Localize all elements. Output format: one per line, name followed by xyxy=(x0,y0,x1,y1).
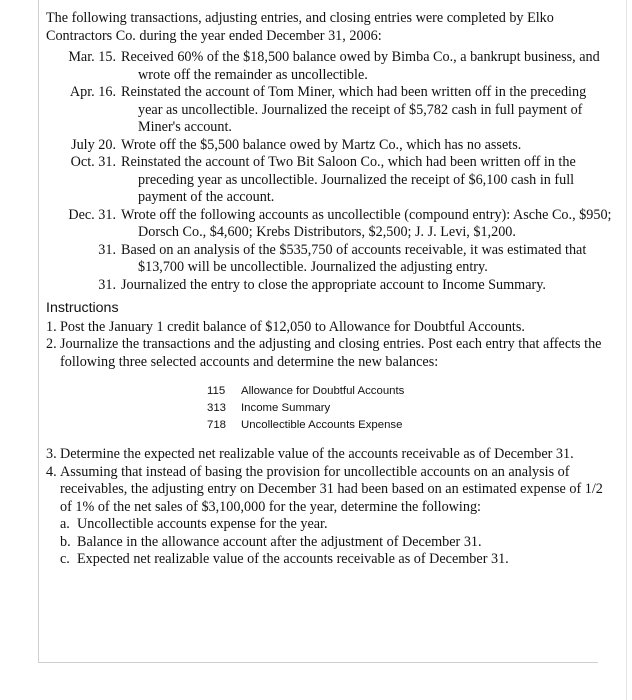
transaction-date: Mar. 15. xyxy=(68,49,116,65)
instruction-text: Journalize the transactions and the adjusting and closing entries. Post each entry that affects the following three selected accounts and determine the new balances: xyxy=(60,336,602,370)
transaction-text: Received 60% of the $18,500 balance owed by Bimba Co., a bankrupt business, and wrote off the remainder as uncollectible. xyxy=(121,49,600,83)
account-number: 718 xyxy=(207,419,227,431)
account-name: Allowance for Doubtful Accounts xyxy=(241,385,405,397)
sub-item xyxy=(46,551,614,569)
account-number: 115 xyxy=(207,385,226,397)
instruction-text: Assuming that instead of basing the provision for uncollectible accounts on an analysis of receivables, the adjusting entry on December 31 had been based on an estimated expense of 1/2 of 1% of the net sales of $3,100,000 for the year, determine the following: xyxy=(60,463,603,515)
account-name: Income Summary xyxy=(241,402,331,414)
transaction-date: July 20. xyxy=(71,136,116,153)
instruction-text: Post the January 1 credit balance of $12,050 to Allowance for Doubtful Accounts. xyxy=(60,318,525,335)
instruction-item xyxy=(46,464,614,517)
transaction-item xyxy=(46,277,614,295)
instruction-item xyxy=(46,446,614,464)
transaction-item xyxy=(46,242,614,277)
page-frame-left xyxy=(38,0,39,662)
transaction-item xyxy=(46,49,614,84)
transaction-item xyxy=(46,84,614,137)
transaction-text: Wrote off the following accounts as uncollectible (compound entry): Asche Co., $950; Dorsch Co., $4,600; Krebs Distributors, $2,500; J. J. Levi, $1,200. xyxy=(121,206,612,240)
transaction-text: Based on an analysis of the $535,750 of accounts receivable, it was estimated that $13,700 will be uncollectible. Journalized the adjusting entry. xyxy=(121,241,587,275)
sub-item-text: Balance in the allowance account after the adjustment of December 31. xyxy=(77,533,482,550)
page-frame-right xyxy=(626,0,627,700)
transaction-list xyxy=(46,49,614,294)
account-name: Uncollectible Accounts Expense xyxy=(241,419,403,431)
account-row xyxy=(207,383,614,400)
transaction-text: Wrote off the $5,500 balance owed by Martz Co., which has no assets. xyxy=(121,136,522,153)
instruction-number: 3. xyxy=(46,446,57,462)
account-list xyxy=(207,383,614,434)
transaction-date: Dec. 31. xyxy=(68,206,116,223)
instruction-number: 1. xyxy=(46,318,57,335)
sub-item-text: Expected net realizable value of the accounts receivable as of December 31. xyxy=(77,551,509,567)
sub-item xyxy=(46,516,614,534)
transaction-text: Reinstated the account of Tom Miner, which had been written off in the preceding year as uncollectible. Journalized the receipt of $5,782 cash in full payment of Miner's account. xyxy=(121,84,587,135)
problem-page xyxy=(46,10,614,569)
transaction-date: 31. xyxy=(98,241,116,258)
instructions-heading: Instructions xyxy=(46,300,119,316)
sub-item-text: Uncollectible accounts expense for the year. xyxy=(77,516,328,532)
account-number: 313 xyxy=(207,402,227,414)
account-row xyxy=(207,417,614,434)
transaction-text: Journalized the entry to close the appropriate account to Income Summary. xyxy=(121,276,546,293)
sub-item-letter: a. xyxy=(60,516,70,532)
sub-item-letter: b. xyxy=(60,533,71,550)
intro-paragraph: The following transactions, adjusting entries, and closing entries were completed by Elko Contractors Co. during the year ended December 31, 2006: xyxy=(46,10,554,44)
transaction-date: Oct. 31. xyxy=(70,154,116,170)
instruction-item xyxy=(46,319,614,337)
transaction-item xyxy=(46,154,614,207)
transaction-item xyxy=(46,137,614,155)
sub-item xyxy=(46,534,614,552)
instruction-number: 2. xyxy=(46,336,57,352)
transaction-item xyxy=(46,207,614,242)
instruction-number: 4. xyxy=(46,463,57,480)
sub-item-letter: c. xyxy=(60,551,70,567)
transaction-text: Reinstated the account of Two Bit Saloon Co., which had been written off in the preceding year as uncollectible. Journalized the receipt of $6,100 cash in full payment of the account. xyxy=(121,154,576,205)
account-row xyxy=(207,400,614,417)
instruction-item xyxy=(46,336,614,371)
page-frame-bottom xyxy=(38,662,598,663)
instruction-text: Determine the expected net realizable value of the accounts receivable as of December 31. xyxy=(60,446,574,462)
transaction-date: 31. xyxy=(98,276,116,293)
transaction-date: Apr. 16. xyxy=(69,84,116,100)
